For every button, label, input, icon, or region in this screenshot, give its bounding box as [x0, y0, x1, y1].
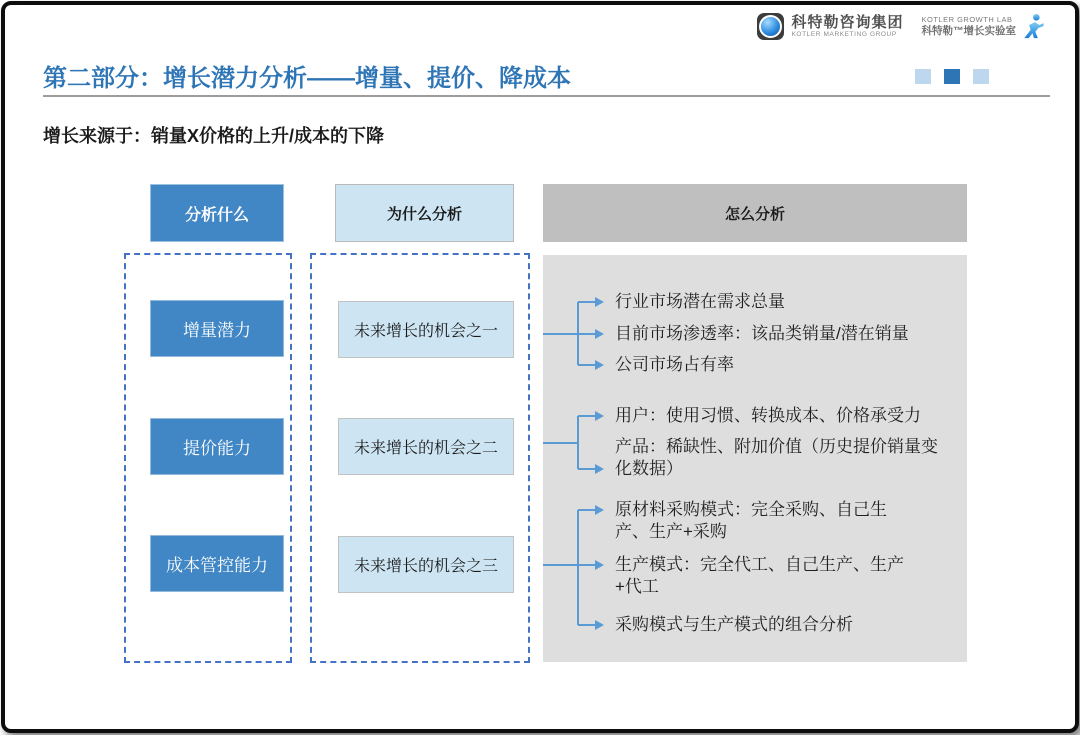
- why-box-3: 未来增长的机会之三: [338, 536, 514, 593]
- blue-orb-logo-icon: [757, 13, 784, 40]
- how-item: 生产模式：完全代工、自己生产、生产+代工: [615, 555, 904, 596]
- brand-logos: [757, 13, 1045, 40]
- column-header-how: 怎么分析: [543, 184, 967, 242]
- kotler-marketing-group-logo: [757, 13, 903, 40]
- growth-lab-name-en: KOTLER GROWTH LAB: [921, 15, 1013, 24]
- how-panel: [543, 255, 967, 662]
- indicator-dot: [915, 69, 931, 84]
- slide-subtitle: 增长来源于：销量X价格的上升/成本的下降: [43, 126, 385, 146]
- what-box-pricing: 提价能力: [150, 418, 284, 475]
- how-item: 采购模式与生产模式的组合分析: [615, 615, 853, 634]
- column-header-what: 分析什么: [150, 184, 284, 242]
- how-item: 公司市场占有率: [615, 355, 734, 374]
- kmg-logo-name: 科特勒咨询集团: [791, 14, 904, 31]
- slide-frame: [1, 1, 1079, 733]
- growth-lab-name-cn: 科特勒™增长实验室: [921, 25, 1016, 37]
- why-box-2: 未来增长的机会之二: [338, 418, 514, 475]
- why-box-1: 未来增长的机会之一: [338, 301, 514, 358]
- how-item: 行业市场潜在需求总量: [615, 292, 785, 311]
- title-divider: [43, 95, 1050, 97]
- how-item: 用户：使用习惯、转换成本、价格承受力: [615, 406, 921, 425]
- what-box-volume: 增量潜力: [150, 300, 284, 357]
- section-indicators: [915, 69, 989, 84]
- kmg-logo-subname: KOTLER MARKETING GROUP: [791, 31, 897, 38]
- how-item: 原材料采购模式：完全采购、自己生产、生产+采购: [615, 500, 887, 541]
- how-item: 目前市场渗透率：该品类销量/潜在销量: [615, 324, 909, 343]
- indicator-dot-active: [944, 69, 960, 84]
- what-box-cost: 成本管控能力: [150, 535, 284, 592]
- section-title: 第二部分：增长潜力分析——增量、提价、降成本: [43, 65, 571, 92]
- runner-icon: [1021, 13, 1045, 40]
- indicator-dot: [973, 69, 989, 84]
- column-header-why: 为什么分析: [335, 184, 514, 242]
- kotler-growth-lab-logo: [922, 13, 1046, 40]
- how-item: 产品：稀缺性、附加价值（历史提价销量变化数据）: [615, 437, 938, 478]
